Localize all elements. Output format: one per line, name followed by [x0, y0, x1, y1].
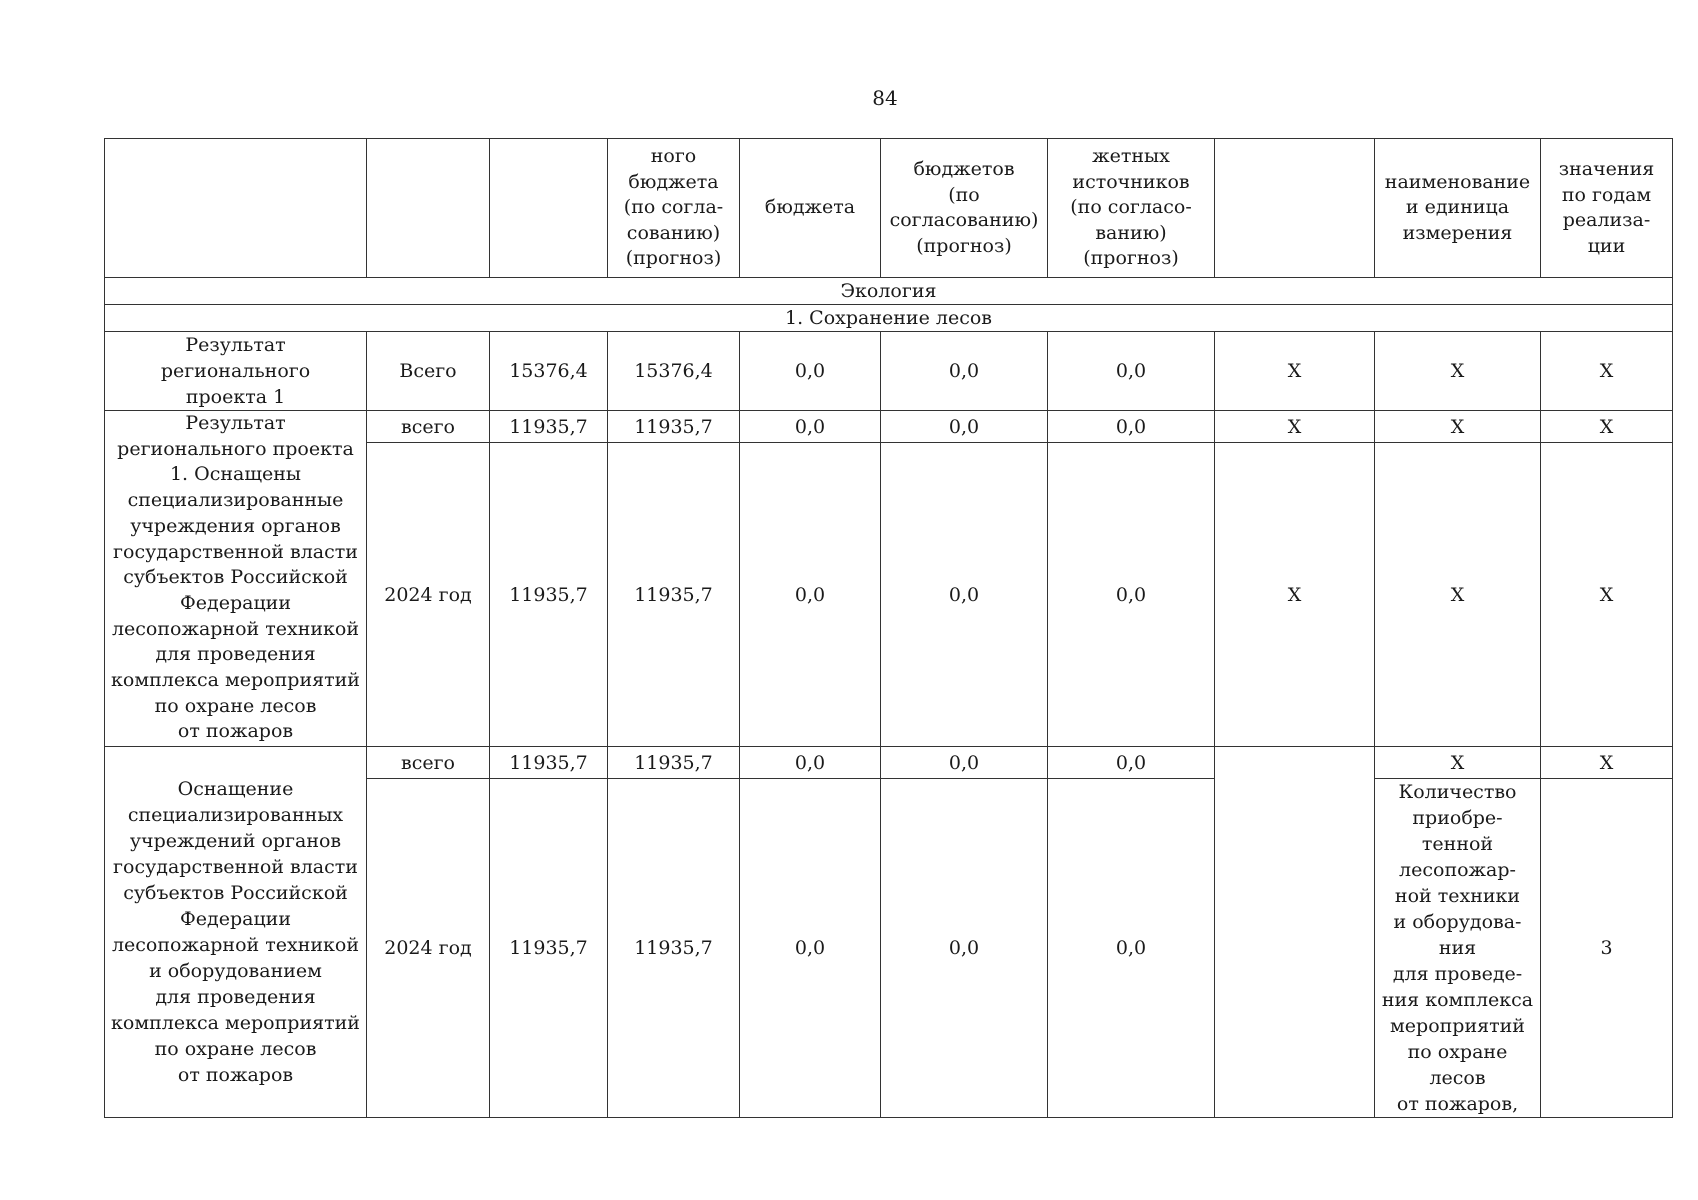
row-value: 0,0 [881, 443, 1048, 747]
table-header-row [105, 139, 1673, 278]
header-cell-3 [490, 139, 608, 278]
row-value: 15376,4 [608, 332, 740, 411]
row-period: Всего [367, 332, 490, 411]
row-value: 3 [1541, 779, 1673, 1118]
row-value: 0,0 [881, 332, 1048, 411]
empty-merged-cell [1215, 747, 1375, 1118]
row-value: 11935,7 [608, 779, 740, 1118]
row-value: X [1375, 411, 1541, 443]
header-cell-1 [105, 139, 367, 278]
row-value: X [1375, 747, 1541, 779]
row-value: X [1215, 443, 1375, 747]
row-value: X [1215, 411, 1375, 443]
row-value: 0,0 [1048, 443, 1215, 747]
row-total: 11935,7 [490, 779, 608, 1118]
row-value: 0,0 [740, 411, 881, 443]
table-row [105, 411, 1673, 443]
header-cell-9: наименование и единица измерения [1375, 139, 1541, 278]
section-title: Экология [105, 278, 1673, 305]
header-cell-2 [367, 139, 490, 278]
row-period: всего [367, 747, 490, 779]
indicator-name: Количество приобре- тенной лесопожар- ной техники и оборудова- ния для проведе- ния комплекса мероприятий по охране лесов от пожаров, [1375, 779, 1541, 1118]
row-total: 11935,7 [490, 411, 608, 443]
row-value: 0,0 [740, 443, 881, 747]
header-cell-7: жетных источников (по согласо- ванию) (прогноз) [1048, 139, 1215, 278]
row-name: Результат регионального проекта 1. Оснащены специализированные учреждения органов государственной власти субъектов Российской Федерации лесопожарной техникой для проведения комплекса мероприятий по охране лесов от пожаров [105, 411, 367, 747]
row-value: X [1541, 332, 1673, 411]
row-value: X [1541, 443, 1673, 747]
table-row [105, 747, 1673, 779]
header-cell-4: ного бюджета (по согла- сованию) (прогноз) [608, 139, 740, 278]
section-row-ecology [105, 278, 1673, 305]
row-name: Результат регионального проекта 1 [105, 332, 367, 411]
row-value: 0,0 [1048, 747, 1215, 779]
row-total: 15376,4 [490, 332, 608, 411]
row-name: Оснащение специализированных учреждений органов государственной власти субъектов Российской Федерации лесопожарной техникой и оборудованием для проведения комплекса мероприятий по охране лесов от пожаров [105, 747, 367, 1118]
row-value: 0,0 [740, 779, 881, 1118]
header-cell-6: бюджетов (по согласованию) (прогноз) [881, 139, 1048, 278]
row-value: X [1375, 443, 1541, 747]
row-total: 11935,7 [490, 747, 608, 779]
header-cell-10: значения по годам реализа- ции [1541, 139, 1673, 278]
row-period: всего [367, 411, 490, 443]
row-value: X [1541, 747, 1673, 779]
row-total: 11935,7 [490, 443, 608, 747]
row-value: X [1541, 411, 1673, 443]
row-value: 11935,7 [608, 443, 740, 747]
page-number: 84 [872, 86, 898, 110]
row-period: 2024 год [367, 779, 490, 1118]
header-cell-5: бюджета [740, 139, 881, 278]
row-value: 0,0 [740, 332, 881, 411]
row-value: X [1215, 332, 1375, 411]
row-value: 0,0 [1048, 332, 1215, 411]
row-value: 0,0 [1048, 779, 1215, 1118]
header-cell-8 [1215, 139, 1375, 278]
row-value: X [1375, 332, 1541, 411]
table-row [105, 332, 1673, 411]
budget-table [104, 138, 1673, 1118]
row-value: 0,0 [881, 747, 1048, 779]
row-period: 2024 год [367, 443, 490, 747]
row-value: 0,0 [881, 411, 1048, 443]
subsection-title: 1. Сохранение лесов [105, 305, 1673, 332]
row-value: 0,0 [881, 779, 1048, 1118]
row-value: 0,0 [1048, 411, 1215, 443]
section-row-forest [105, 305, 1673, 332]
row-value: 11935,7 [608, 411, 740, 443]
row-value: 11935,7 [608, 747, 740, 779]
row-value: 0,0 [740, 747, 881, 779]
